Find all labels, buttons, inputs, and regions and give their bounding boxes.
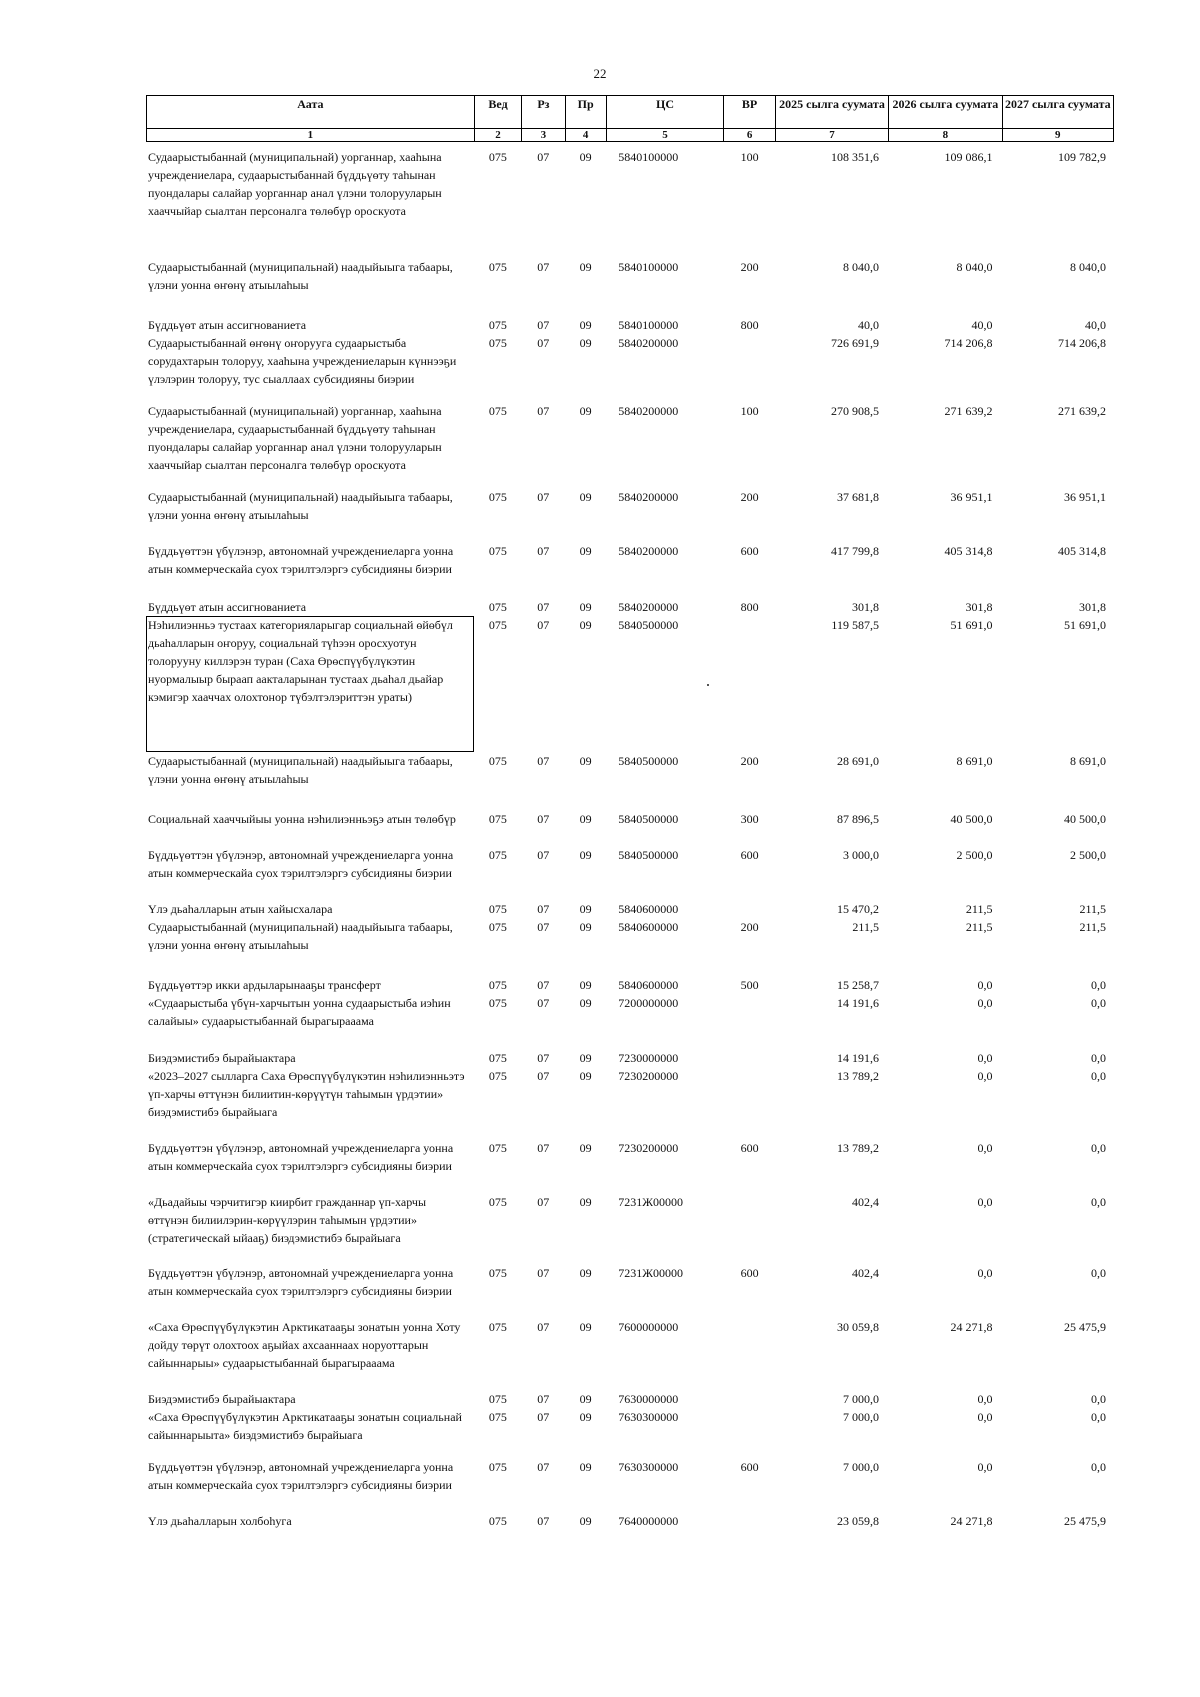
row-cs: 5840500000 xyxy=(618,754,679,768)
row-amount-2027: 271 639,2 xyxy=(1058,404,1106,418)
row-cs: 5840100000 xyxy=(618,260,679,274)
row-rz: 07 xyxy=(537,600,550,614)
row-name: Социальнай хааччыйыы уонна нэһилиэнньэҕэ атын төлөбүр xyxy=(148,812,456,826)
row-name: «Дьадайыы чэрчитигэр киирбит гражданнар үп-харчы өттүнэн билиилэрин-көрүүлэрин таһымын үрдэтии» (стратегическай ыйааҕ) биэдэмистибэ бырайыага xyxy=(148,1195,427,1245)
row-pr: 09 xyxy=(579,1460,592,1474)
table-row xyxy=(146,616,1114,752)
column-number: 5 xyxy=(606,129,724,142)
row-ved: 075 xyxy=(488,1051,507,1065)
row-vr: 500 xyxy=(740,978,759,992)
row-amount-2025: 7 000,0 xyxy=(842,1392,879,1406)
row-amount-2026: 405 314,8 xyxy=(944,544,993,558)
table-row xyxy=(146,752,1114,810)
row-amount-2025: 23 059,8 xyxy=(836,1514,879,1528)
row-rz: 07 xyxy=(537,490,550,504)
row-amount-2025: 13 789,2 xyxy=(836,1069,879,1083)
row-vr: 200 xyxy=(740,490,759,504)
row-amount-2027: 36 951,1 xyxy=(1064,490,1106,504)
row-name: Бүддьүөт атын ассигнованиета xyxy=(148,600,307,614)
row-amount-2027: 211,5 xyxy=(1079,920,1106,934)
row-amount-2025: 270 908,5 xyxy=(830,404,879,418)
row-amount-2026: 301,8 xyxy=(965,600,993,614)
row-amount-2025: 40,0 xyxy=(857,318,879,332)
table-row xyxy=(146,1193,1114,1264)
row-vr xyxy=(724,1067,776,1139)
row-amount-2025: 87 896,5 xyxy=(836,812,879,826)
row-vr xyxy=(724,1390,776,1408)
row-pr: 09 xyxy=(579,920,592,934)
row-name: «Саха Өрөспүүбүлүкэтин Арктикатааҕы зонатын уонна Хоту дойду төрүт олохтоох аҕыйах ахсааннаах норуоттарын сайыннарыы» судаарыстыбаннай бырагырааама xyxy=(148,1320,461,1370)
row-amount-2026: 0,0 xyxy=(977,1266,993,1280)
row-amount-2026: 2 500,0 xyxy=(956,848,993,862)
row-name: Судаарыстыбаннай (муниципальнай) наадыйыыга табаары, үлэни уонна өҥөнү атыылаһыы xyxy=(148,490,453,522)
row-pr: 09 xyxy=(579,336,592,350)
row-rz: 07 xyxy=(537,1514,550,1528)
row-rz: 07 xyxy=(537,1320,550,1334)
row-amount-2026: 0,0 xyxy=(977,1069,993,1083)
row-amount-2026: 51 691,0 xyxy=(950,618,993,632)
row-name: Бүддьүөттэн үбүлэнэр, автономнай учреждениеларга уонна атын коммерческайа суох тэрилтэлэргэ субсидияны биэрии xyxy=(148,544,454,576)
row-name: Судаарыстыбаннай (муниципальнай) наадыйыыга табаары, үлэни уонна өҥөнү атыылаһыы xyxy=(148,260,453,292)
table-row xyxy=(146,1264,1114,1318)
table-row xyxy=(146,1139,1114,1193)
column-number: 4 xyxy=(565,129,606,142)
row-pr: 09 xyxy=(579,978,592,992)
row-rz: 07 xyxy=(537,1460,550,1474)
table-row xyxy=(146,1458,1114,1512)
row-rz: 07 xyxy=(537,260,550,274)
row-rz: 07 xyxy=(537,996,550,1010)
row-vr xyxy=(724,334,776,402)
row-name: Бүддьүөттэн үбүлэнэр, автономнай учреждениеларга уонна атын коммерческайа суох тэрилтэлэргэ субсидияны биэрии xyxy=(148,1460,454,1492)
row-cs: 7230000000 xyxy=(618,1051,679,1065)
row-amount-2026: 211,5 xyxy=(965,902,993,916)
row-rz: 07 xyxy=(537,902,550,916)
row-vr: 600 xyxy=(740,1266,759,1280)
row-amount-2026: 271 639,2 xyxy=(944,404,993,418)
row-ved: 075 xyxy=(488,336,507,350)
row-amount-2026: 40 500,0 xyxy=(950,812,993,826)
table-row xyxy=(146,1408,1114,1458)
row-cs: 5840600000 xyxy=(618,902,679,916)
row-cs: 7230200000 xyxy=(618,1069,679,1083)
column-header-2026: 2026 сылга суумата xyxy=(889,96,1002,129)
row-pr: 09 xyxy=(579,1069,592,1083)
table-row xyxy=(146,334,1114,402)
row-ved: 075 xyxy=(488,1410,507,1424)
column-header-2027: 2027 сылга суумата xyxy=(1002,96,1113,129)
row-rz: 07 xyxy=(537,848,550,862)
row-vr: 200 xyxy=(740,920,759,934)
row-amount-2025: 28 691,0 xyxy=(836,754,879,768)
row-rz: 07 xyxy=(537,318,550,332)
row-ved: 075 xyxy=(488,318,507,332)
row-name: Судаарыстыбаннай өҥөнү оҥорууга судаарыстыба сорудахтарын толоруу, хааһына учреждениеларын күннээҕи үлэлэрин толоруу, тус сыаллаах субсидияны биэрии xyxy=(148,336,457,386)
column-header-name: Аата xyxy=(147,96,475,129)
row-rz: 07 xyxy=(537,1410,550,1424)
row-pr: 09 xyxy=(579,404,592,418)
row-ved: 075 xyxy=(488,490,507,504)
row-cs: 5840500000 xyxy=(618,618,679,632)
row-ved: 075 xyxy=(488,404,507,418)
row-pr: 09 xyxy=(579,848,592,862)
column-number: 9 xyxy=(1002,129,1113,142)
row-cs: 7231Ж00000 xyxy=(618,1266,683,1280)
row-cs: 7640000000 xyxy=(618,1514,679,1528)
row-ved: 075 xyxy=(488,754,507,768)
row-rz: 07 xyxy=(537,336,550,350)
table-row xyxy=(146,918,1114,976)
row-pr: 09 xyxy=(579,618,592,632)
row-cs: 7630300000 xyxy=(618,1410,679,1424)
column-header-cs: ЦС xyxy=(606,96,724,129)
row-amount-2025: 119 587,5 xyxy=(831,618,879,632)
table-row xyxy=(146,488,1114,542)
row-ved: 075 xyxy=(488,1266,507,1280)
table-row xyxy=(146,994,1114,1049)
table-row xyxy=(146,542,1114,598)
row-amount-2025: 15 470,2 xyxy=(836,902,879,916)
row-amount-2026: 36 951,1 xyxy=(950,490,993,504)
row-amount-2026: 714 206,8 xyxy=(944,336,993,350)
row-rz: 07 xyxy=(537,754,550,768)
row-cs: 5840500000 xyxy=(618,848,679,862)
row-ved: 075 xyxy=(488,618,507,632)
row-amount-2025: 417 799,8 xyxy=(830,544,879,558)
row-ved: 075 xyxy=(488,920,507,934)
row-vr: 600 xyxy=(740,848,759,862)
row-name: Биэдэмистибэ бырайыактара xyxy=(148,1051,296,1065)
row-cs: 7630000000 xyxy=(618,1392,679,1406)
row-amount-2025: 37 681,8 xyxy=(836,490,879,504)
row-vr: 100 xyxy=(740,404,759,418)
row-pr: 09 xyxy=(579,812,592,826)
row-rz: 07 xyxy=(537,1392,550,1406)
budget-table xyxy=(146,148,1114,1534)
scan-speck xyxy=(707,684,709,686)
row-name: «Судаарыстыба үбүн-харчытын уонна судаарыстыба иэһин салайыы» судаарыстыбаннай бырагырааама xyxy=(148,996,451,1028)
row-name: «Саха Өрөспүүбүлүкэтин Арктикатааҕы зонатын социальнай сайыннарыыта» биэдэмистибэ бырайыага xyxy=(148,1410,462,1442)
row-cs: 7200000000 xyxy=(618,996,679,1010)
row-ved: 075 xyxy=(488,1460,507,1474)
row-amount-2025: 30 059,8 xyxy=(836,1320,879,1334)
row-amount-2025: 402,4 xyxy=(851,1266,879,1280)
row-name: Судаарыстыбаннай (муниципальнай) наадыйыыга табаары, үлэни уонна өҥөнү атыылаһыы xyxy=(148,754,453,786)
row-pr: 09 xyxy=(579,600,592,614)
row-pr: 09 xyxy=(579,754,592,768)
row-amount-2027: 0,0 xyxy=(1091,1195,1106,1209)
row-vr: 600 xyxy=(740,1460,759,1474)
row-pr: 09 xyxy=(579,260,592,274)
table-row xyxy=(146,148,1114,258)
row-amount-2027: 301,8 xyxy=(1079,600,1106,614)
row-vr xyxy=(724,1193,776,1264)
row-amount-2027: 0,0 xyxy=(1091,978,1106,992)
row-amount-2026: 0,0 xyxy=(977,1410,993,1424)
column-number: 7 xyxy=(775,129,888,142)
row-amount-2027: 714 206,8 xyxy=(1058,336,1106,350)
row-cs: 5840200000 xyxy=(618,404,679,418)
row-amount-2025: 15 258,7 xyxy=(836,978,879,992)
row-pr: 09 xyxy=(579,902,592,916)
row-amount-2026: 0,0 xyxy=(977,1051,993,1065)
row-amount-2027: 0,0 xyxy=(1091,1266,1106,1280)
table-header xyxy=(146,95,1114,142)
row-pr: 09 xyxy=(579,1266,592,1280)
row-name: Бүддьүөттэн үбүлэнэр, автономнай учреждениеларга уонна атын коммерческайа суох тэрилтэлэргэ субсидияны биэрии xyxy=(148,1266,454,1298)
column-header-rz: Рз xyxy=(522,96,565,129)
column-number: 2 xyxy=(474,129,521,142)
table-row xyxy=(146,402,1114,488)
row-pr: 09 xyxy=(579,1195,592,1209)
row-name: Судаарыстыбаннай (муниципальнай) уорганнар, хааһына учреждениелара, судаарыстыбаннай бүддьүөту таһынан пуондалары салайар уорганнар анал үлэни толорууларын хааччыйар сыалтан персоналга төлөбүр ороскуота xyxy=(148,404,442,472)
row-amount-2025: 7 000,0 xyxy=(842,1460,879,1474)
row-ved: 075 xyxy=(488,1514,507,1528)
row-vr: 100 xyxy=(740,150,759,164)
page-number: 22 xyxy=(593,66,607,81)
row-cs: 5840200000 xyxy=(618,544,679,558)
row-ved: 075 xyxy=(488,544,507,558)
row-cs: 5840200000 xyxy=(618,490,679,504)
row-name: Үлэ дьаһалларын атын хайысхалара xyxy=(148,902,333,916)
row-name: Бүддьүөттэн үбүлэнэр, автономнай учреждениеларга уонна атын коммерческайа суох тэрилтэлэргэ субсидияны биэрии xyxy=(148,848,454,880)
table-row xyxy=(146,258,1114,316)
row-amount-2025: 211,5 xyxy=(852,920,879,934)
row-amount-2027: 211,5 xyxy=(1079,902,1106,916)
row-vr xyxy=(724,900,776,918)
row-amount-2026: 0,0 xyxy=(977,1460,993,1474)
row-name: Бүддьүөт атын ассигнованиета xyxy=(148,318,307,332)
row-amount-2027: 0,0 xyxy=(1091,1460,1106,1474)
row-amount-2027: 51 691,0 xyxy=(1064,618,1106,632)
row-cs: 7230200000 xyxy=(618,1141,679,1155)
row-name: Судаарыстыбаннай (муниципальнай) уорганнар, хааһына учреждениелара, судаарыстыбаннай бүддьүөту таһынан пуондалары салайар уорганнар анал үлэни толорууларын хааччыйар сыалтан персоналга төлөбүр ороскуота xyxy=(148,150,442,218)
row-vr xyxy=(724,994,776,1049)
row-name: «2023–2027 сылларга Саха Өрөспүүбүлүкэтин нэһилиэнньэтэ үп-харчы өттүнэн билиитин-көрүүтүн таһымын үрдэтии» биэдэмистибэ бырайыага xyxy=(148,1069,465,1119)
row-amount-2027: 0,0 xyxy=(1091,1141,1106,1155)
row-amount-2027: 0,0 xyxy=(1091,1069,1106,1083)
row-name: Бүддьүөттэр икки ардыларынааҕы трансферт xyxy=(148,978,381,992)
row-cs: 5840200000 xyxy=(618,600,679,614)
row-amount-2027: 0,0 xyxy=(1091,1051,1106,1065)
row-ved: 075 xyxy=(488,1195,507,1209)
row-cs: 7600000000 xyxy=(618,1320,679,1334)
row-amount-2027: 40,0 xyxy=(1085,318,1106,332)
row-amount-2025: 13 789,2 xyxy=(836,1141,879,1155)
row-pr: 09 xyxy=(579,544,592,558)
row-amount-2027: 25 475,9 xyxy=(1064,1514,1106,1528)
row-vr: 800 xyxy=(740,600,759,614)
row-vr: 200 xyxy=(740,260,759,274)
row-ved: 075 xyxy=(488,812,507,826)
table-row xyxy=(146,976,1114,994)
row-amount-2025: 14 191,6 xyxy=(836,996,879,1010)
column-number: 3 xyxy=(522,129,565,142)
row-ved: 075 xyxy=(488,1069,507,1083)
row-ved: 075 xyxy=(488,996,507,1010)
row-amount-2025: 3 000,0 xyxy=(842,848,879,862)
row-pr: 09 xyxy=(579,1514,592,1528)
row-amount-2027: 40 500,0 xyxy=(1064,812,1106,826)
row-rz: 07 xyxy=(537,1069,550,1083)
row-pr: 09 xyxy=(579,996,592,1010)
row-vr xyxy=(724,1049,776,1067)
row-amount-2025: 108 351,6 xyxy=(830,150,879,164)
row-ved: 075 xyxy=(488,1392,507,1406)
row-pr: 09 xyxy=(579,150,592,164)
row-pr: 09 xyxy=(579,318,592,332)
row-rz: 07 xyxy=(537,1141,550,1155)
row-name: Биэдэмистибэ бырайыактара xyxy=(148,1392,296,1406)
row-cs: 5840600000 xyxy=(618,920,679,934)
row-cs: 7231Ж00000 xyxy=(618,1195,683,1209)
row-cs: 5840600000 xyxy=(618,978,679,992)
row-amount-2026: 0,0 xyxy=(977,1392,993,1406)
row-rz: 07 xyxy=(537,812,550,826)
row-amount-2026: 8 040,0 xyxy=(956,260,993,274)
row-ved: 075 xyxy=(488,1320,507,1334)
table-row xyxy=(146,1049,1114,1067)
row-vr: 600 xyxy=(740,1141,759,1155)
row-amount-2025: 14 191,6 xyxy=(836,1051,879,1065)
row-amount-2026: 24 271,8 xyxy=(950,1514,993,1528)
row-amount-2026: 0,0 xyxy=(977,996,993,1010)
row-amount-2026: 211,5 xyxy=(965,920,993,934)
row-ved: 075 xyxy=(488,260,507,274)
row-name: Бүддьүөттэн үбүлэнэр, автономнай учреждениеларга уонна атын коммерческайа суох тэрилтэлэргэ субсидияны биэрии xyxy=(148,1141,454,1173)
row-rz: 07 xyxy=(537,920,550,934)
column-number: 1 xyxy=(147,129,475,142)
row-rz: 07 xyxy=(537,618,550,632)
table-row xyxy=(146,846,1114,900)
row-ved: 075 xyxy=(488,600,507,614)
row-amount-2026: 40,0 xyxy=(971,318,993,332)
table-row xyxy=(146,900,1114,918)
row-amount-2026: 0,0 xyxy=(977,978,993,992)
row-cs: 5840500000 xyxy=(618,812,679,826)
row-rz: 07 xyxy=(537,404,550,418)
row-rz: 07 xyxy=(537,1195,550,1209)
row-pr: 09 xyxy=(579,1392,592,1406)
row-vr: 200 xyxy=(740,754,759,768)
row-amount-2025: 301,8 xyxy=(851,600,879,614)
row-name: Судаарыстыбаннай (муниципальнай) наадыйыыга табаары, үлэни уонна өҥөнү атыылаһыы xyxy=(148,920,453,952)
row-amount-2027: 405 314,8 xyxy=(1058,544,1106,558)
row-ved: 075 xyxy=(488,978,507,992)
row-amount-2027: 8 691,0 xyxy=(1070,754,1106,768)
row-cs: 5840100000 xyxy=(618,318,679,332)
row-ved: 075 xyxy=(488,1141,507,1155)
row-ved: 075 xyxy=(488,848,507,862)
row-cs: 5840200000 xyxy=(618,336,679,350)
row-amount-2025: 8 040,0 xyxy=(842,260,879,274)
table-row xyxy=(146,1512,1114,1534)
column-header-2025: 2025 сылга суумата xyxy=(775,96,888,129)
row-vr: 300 xyxy=(740,812,759,826)
column-header-ved: Вед xyxy=(474,96,521,129)
row-amount-2027: 109 782,9 xyxy=(1058,150,1106,164)
row-amount-2025: 402,4 xyxy=(851,1195,879,1209)
row-rz: 07 xyxy=(537,1266,550,1280)
row-vr xyxy=(724,1318,776,1390)
row-amount-2026: 0,0 xyxy=(977,1195,993,1209)
row-amount-2026: 109 086,1 xyxy=(944,150,993,164)
row-name: Нэһилиэнньэ тустаах категорияларыгар социальнай өйөбүл дьаһалларын оҥоруу, социальнай түһээн оросхуотун толорууну киллэрэн туран (Саха Өрөспүүбүлүкэтин нуормалыыр быраап аакталарынан тустаах дьаһал дьайар кэмигэр хааччах олохтонор түбэлтэлэриттэн ураты) xyxy=(146,616,474,752)
row-amount-2027: 0,0 xyxy=(1091,996,1106,1010)
row-amount-2025: 7 000,0 xyxy=(842,1410,879,1424)
row-amount-2025: 726 691,9 xyxy=(830,336,879,350)
row-ved: 075 xyxy=(488,150,507,164)
table-row xyxy=(146,1390,1114,1408)
row-amount-2027: 25 475,9 xyxy=(1064,1320,1106,1334)
row-vr: 800 xyxy=(740,318,759,332)
row-cs: 5840100000 xyxy=(618,150,679,164)
row-amount-2026: 24 271,8 xyxy=(950,1320,993,1334)
row-amount-2026: 8 691,0 xyxy=(956,754,993,768)
table-row xyxy=(146,598,1114,616)
row-cs: 7630300000 xyxy=(618,1460,679,1474)
row-pr: 09 xyxy=(579,490,592,504)
row-vr xyxy=(724,616,776,752)
row-rz: 07 xyxy=(537,1051,550,1065)
column-header-pr: Пр xyxy=(565,96,606,129)
row-name: Үлэ дьаһалларын холбоһуга xyxy=(148,1514,292,1528)
row-pr: 09 xyxy=(579,1141,592,1155)
row-pr: 09 xyxy=(579,1320,592,1334)
row-amount-2027: 0,0 xyxy=(1091,1410,1106,1424)
row-amount-2027: 8 040,0 xyxy=(1070,260,1106,274)
row-rz: 07 xyxy=(537,544,550,558)
row-amount-2027: 2 500,0 xyxy=(1070,848,1106,862)
table-row xyxy=(146,810,1114,846)
row-vr xyxy=(724,1512,776,1534)
row-pr: 09 xyxy=(579,1410,592,1424)
row-rz: 07 xyxy=(537,978,550,992)
column-number: 8 xyxy=(889,129,1002,142)
row-vr: 600 xyxy=(740,544,759,558)
row-vr xyxy=(724,1408,776,1458)
row-amount-2027: 0,0 xyxy=(1091,1392,1106,1406)
table-row xyxy=(146,1318,1114,1390)
table-row xyxy=(146,316,1114,334)
row-amount-2026: 0,0 xyxy=(977,1141,993,1155)
row-ved: 075 xyxy=(488,902,507,916)
table-row xyxy=(146,1067,1114,1139)
row-rz: 07 xyxy=(537,150,550,164)
column-header-vr: ВР xyxy=(724,96,776,129)
column-number: 6 xyxy=(724,129,776,142)
row-pr: 09 xyxy=(579,1051,592,1065)
